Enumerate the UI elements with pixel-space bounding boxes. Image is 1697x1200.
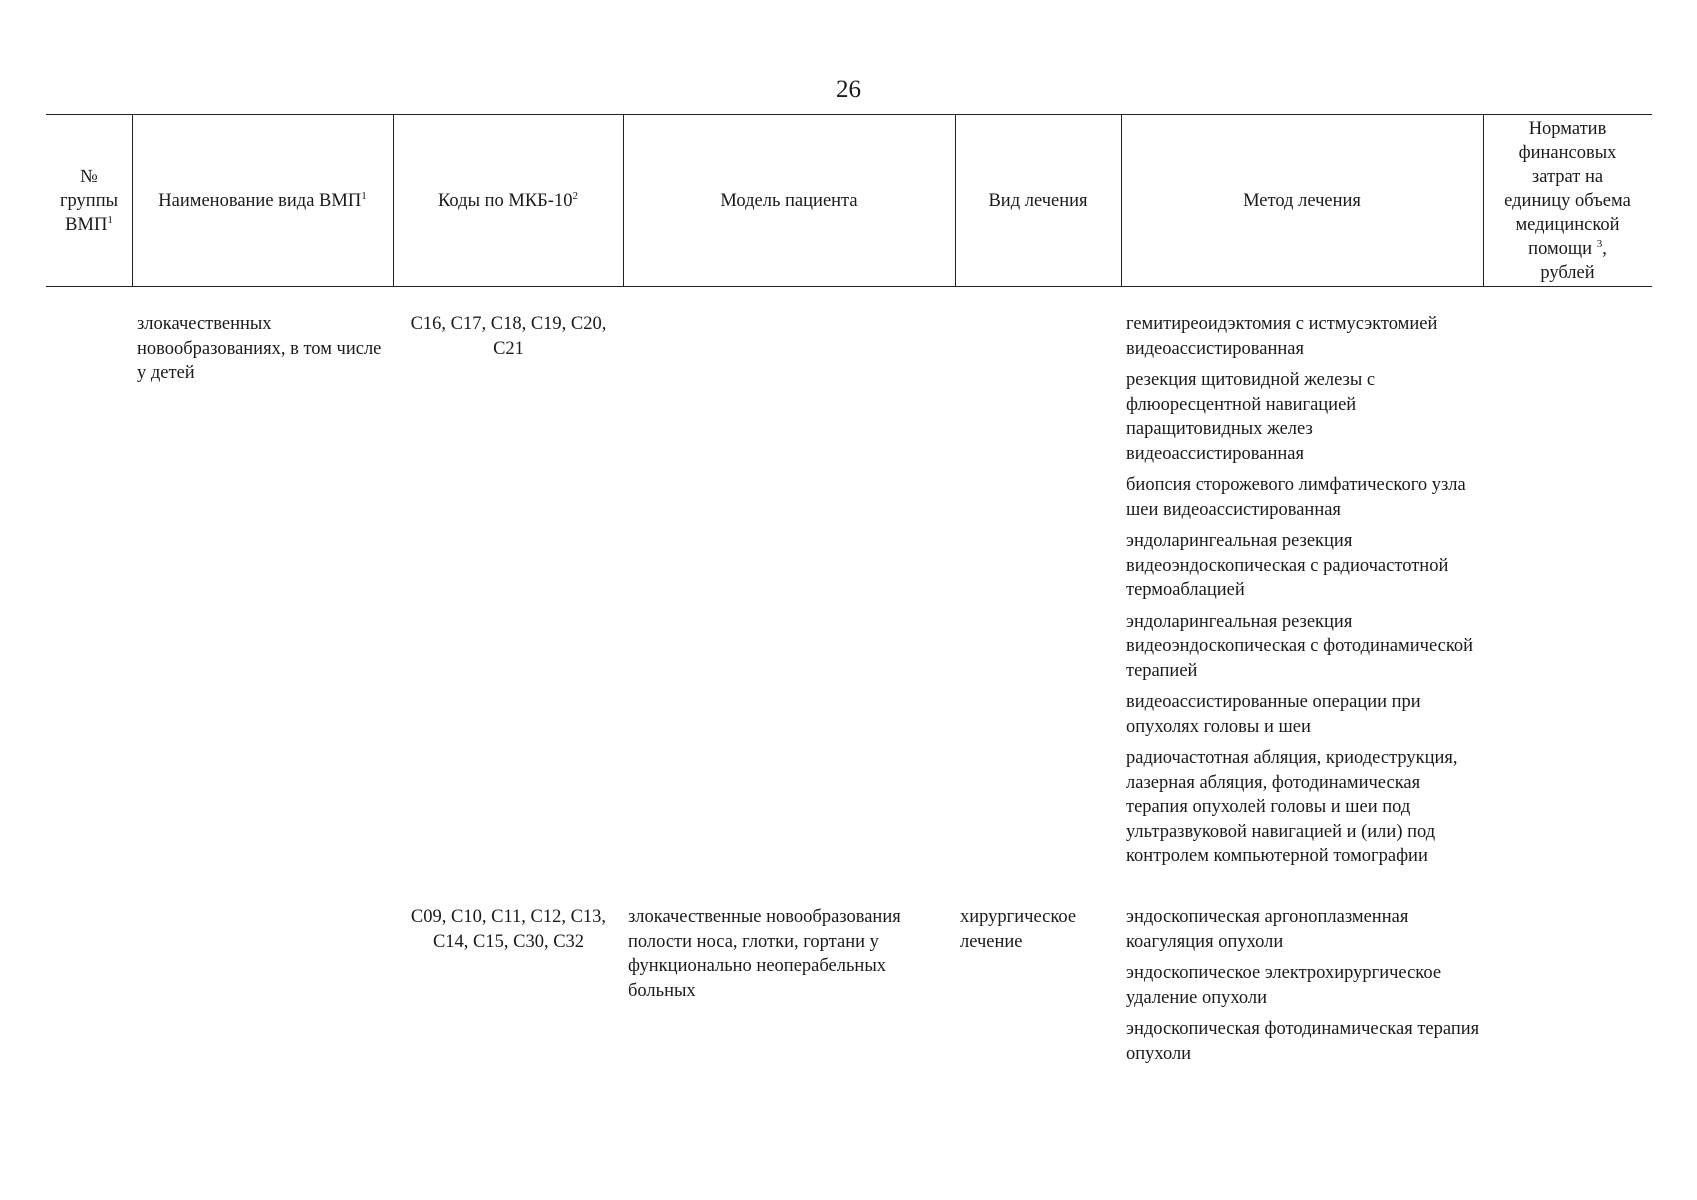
mkb-codes-block1: C16, C17, C18, C19, C20, C21	[410, 314, 607, 359]
methods-block1	[1126, 312, 1481, 876]
method-item: биопсия сторожевого лимфатического узла шеи видеоассистированная	[1126, 475, 1466, 520]
header-treatment-method: Метод лечения	[1243, 190, 1361, 211]
method-item: эндоскопическое электрохирургическое удаление опухоли	[1126, 963, 1442, 1008]
method-item: эндоларингеальная резекция видеоэндоскопическая с фотодинамической терапией	[1126, 611, 1474, 681]
vmp-table	[46, 114, 1652, 1064]
header-cost-norm: Норматив финансовых затрат на единицу объема медицинской помощи $^3$, рублей	[1504, 118, 1631, 283]
method-item: видеоассистированные операции при опухолях головы и шеи	[1126, 692, 1421, 737]
page-number: 26	[836, 76, 861, 103]
header-patient-model: Модель пациента	[720, 190, 858, 211]
method-item: гемитиреоидэктомия с истмусэктомией видеоассистированная	[1126, 314, 1438, 359]
method-item: эндоскопическая аргоноплазменная коагуляция опухоли	[1126, 907, 1409, 952]
header-treatment-type: Вид лечения	[988, 190, 1088, 211]
table-header	[46, 114, 1652, 287]
treatment-type-block2: хирургическое лечение	[960, 907, 1077, 952]
header-mkb-codes: Коды по МКБ-$10^2$	[438, 189, 578, 211]
mkb-codes-block2: C09, C10, C11, C12, C13, C14, C15, C30, C32	[410, 907, 607, 952]
header-group-no: № группы ВМП$^1$	[59, 166, 119, 235]
method-item: эндоларингеальная резекция видеоэндоскопическая с радиочастотной термоаблацией	[1126, 531, 1449, 600]
patient-model-block2: злокачественные новообразования полости носа, глотки, гортани у функционально неоперабельных больных	[628, 907, 901, 1001]
method-item: эндоскопическая фотодинамическая терапия опухоли	[1126, 1019, 1480, 1064]
header-vmp-name: Наименование вида ВМП$^1$	[158, 189, 367, 211]
method-item: резекция щитовидной железы с флюоресцентной навигацией паращитовидных желез видеоассистированная	[1126, 370, 1376, 464]
method-item: радиочастотная абляция, криодеструкция, лазерная абляция, фотодинамическая терапия опухолей головы и шеи под ультразвуковой навигацией и (или) под контролем компьютерной томографии	[1126, 748, 1458, 866]
methods-block2	[1126, 905, 1481, 1073]
vmp-name-continued: злокачественных новообразованиях, в том числе у детей	[137, 314, 382, 383]
